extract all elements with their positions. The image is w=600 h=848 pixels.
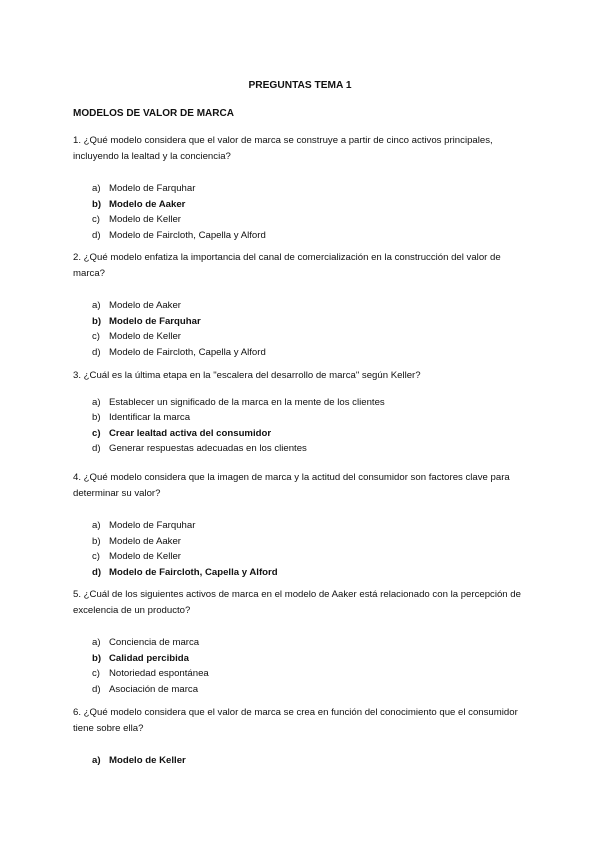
question-1 (73, 133, 535, 243)
option-letter: d) (92, 229, 101, 241)
option-text: Modelo de Keller (109, 755, 186, 766)
question-3 (73, 368, 535, 457)
question-6 (73, 705, 535, 769)
option-c (73, 666, 535, 682)
option-b (73, 410, 535, 426)
question-text: 2. ¿Qué modelo enfatiza la importancia del canal de comercialización en la construcción del valor de marca? (73, 252, 501, 279)
question-text: 5. ¿Cuál de los siguientes activos de marca en el modelo de Aaker está relacionado con la percepción de excelencia de un producto? (73, 589, 521, 616)
option-text: Modelo de Aaker (109, 300, 181, 311)
option-text: Calidad percibida (109, 652, 189, 664)
option-letter: b) (92, 535, 101, 547)
option-letter: b) (92, 412, 101, 423)
option-a (73, 518, 535, 534)
option-letter: c) (92, 214, 100, 225)
option-c (73, 426, 535, 442)
option-text: Notoriedad espontánea (109, 668, 209, 679)
option-letter: d) (92, 443, 101, 454)
option-b (73, 534, 535, 550)
options-list (73, 181, 535, 243)
option-letter: d) (92, 566, 102, 578)
option-d (73, 441, 535, 457)
option-text: Asociación de marca (109, 683, 199, 695)
section-heading: MODELOS DE VALOR DE MARCA (73, 108, 234, 119)
question-4 (73, 470, 535, 580)
option-letter: b) (92, 315, 102, 327)
question-text: 4. ¿Qué modelo considera que la imagen de marca y la actitud del consumidor son factores clave para determinar su valor? (73, 472, 510, 499)
option-text: Modelo de Keller (109, 551, 181, 562)
option-text: Modelo de Aaker (109, 198, 186, 210)
option-d (73, 565, 535, 581)
option-letter: b) (92, 198, 102, 210)
option-text: Modelo de Faircloth, Capella y Alford (109, 566, 278, 578)
option-letter: a) (92, 755, 101, 766)
option-b (73, 314, 535, 330)
option-c (73, 549, 535, 565)
option-letter: c) (92, 668, 100, 679)
option-text: Identificar la marca (109, 412, 191, 423)
option-b (73, 197, 535, 213)
option-letter: c) (92, 551, 100, 562)
options-list (73, 635, 535, 697)
options-list (73, 395, 535, 457)
option-a (73, 395, 535, 411)
option-c (73, 329, 535, 345)
option-letter: d) (92, 346, 101, 358)
page-title: PREGUNTAS TEMA 1 (248, 80, 352, 91)
option-text: Establecer un significado de la marca en la mente de los clientes (109, 396, 385, 408)
option-d (73, 345, 535, 361)
option-a (73, 635, 535, 651)
option-c (73, 212, 535, 228)
option-text: Modelo de Farquhar (109, 520, 196, 531)
option-text: Generar respuestas adecuadas en los clientes (109, 443, 307, 454)
option-text: Crear lealtad activa del consumidor (109, 427, 272, 439)
option-letter: c) (92, 427, 101, 439)
option-text: Modelo de Keller (109, 331, 181, 342)
option-d (73, 228, 535, 244)
question-5 (73, 587, 535, 697)
option-d (73, 682, 535, 698)
option-text: Modelo de Faircloth, Capella y Alford (109, 346, 266, 358)
option-text: Modelo de Keller (109, 214, 181, 225)
option-letter: a) (92, 396, 101, 408)
option-a (73, 298, 535, 314)
option-text: Modelo de Farquhar (109, 315, 201, 327)
option-b (73, 651, 535, 667)
option-text: Conciencia de marca (109, 637, 200, 648)
option-text: Modelo de Aaker (109, 535, 181, 547)
option-a (73, 181, 535, 197)
option-text: Modelo de Farquhar (109, 183, 196, 194)
option-letter: a) (92, 183, 101, 194)
question-2 (73, 250, 535, 360)
option-letter: a) (92, 637, 101, 648)
option-letter: a) (92, 520, 101, 531)
question-text: 1. ¿Qué modelo considera que el valor de marca se construye a partir de cinco activos principales, incluyendo la lealtad y la conciencia? (73, 135, 493, 162)
question-text: 6. ¿Qué modelo considera que el valor de marca se crea en función del conocimiento que el consumidor tiene sobre ella? (73, 707, 518, 734)
option-text: Modelo de Faircloth, Capella y Alford (109, 229, 266, 241)
option-letter: a) (92, 300, 101, 311)
option-letter: b) (92, 652, 102, 664)
option-letter: d) (92, 683, 101, 695)
question-text: 3. ¿Cuál es la última etapa en la "escalera del desarrollo de marca" según Keller? (73, 370, 421, 381)
options-list (73, 298, 535, 360)
option-a (73, 753, 535, 769)
options-list (73, 518, 535, 580)
options-list (73, 753, 535, 769)
option-letter: c) (92, 331, 100, 342)
